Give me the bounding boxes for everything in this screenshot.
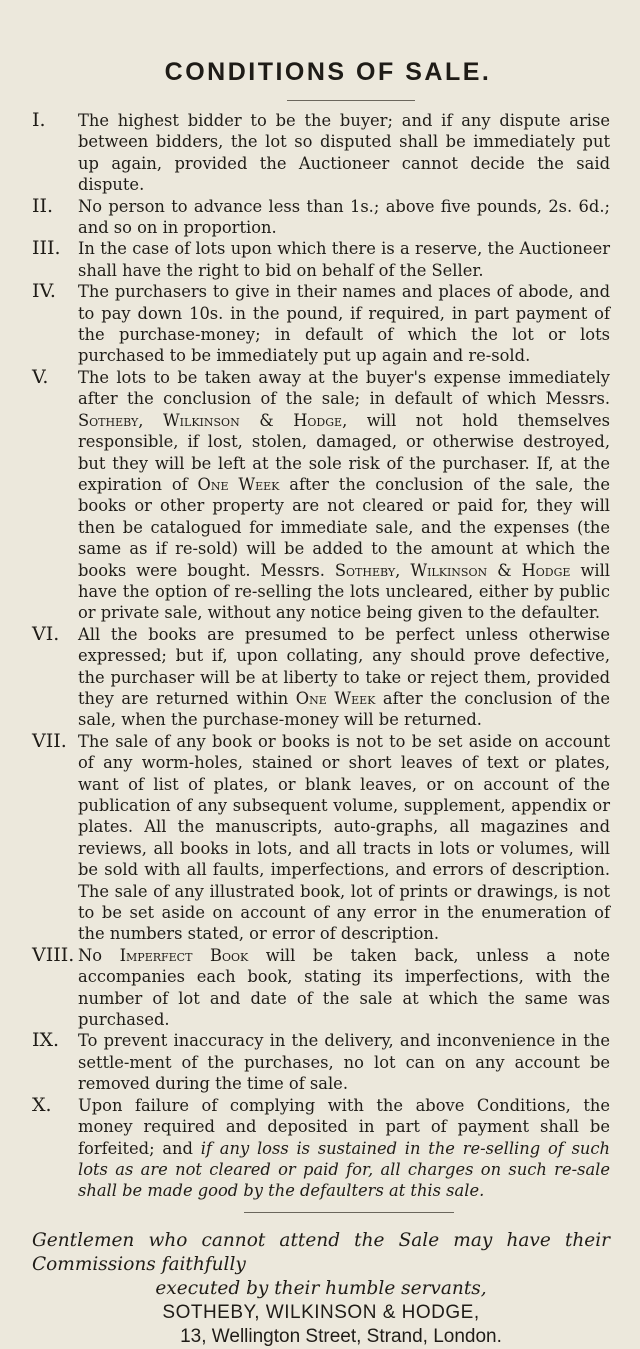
condition-text-part: One Week xyxy=(197,474,280,494)
condition-text-part: Imperfect Book xyxy=(119,945,249,965)
condition-text-part: will have the option of re-selling the lots uncleared, either by public or private sale, without any notice being given to the defaulter. xyxy=(78,560,611,623)
condition-text-part: The lots to be taken away at the buyer's expense immediately after the conclusion of the sale; in default of which Messrs. xyxy=(78,367,610,409)
closing-line-1: Gentlemen who cannot attend the Sale may have their Commissions faithfully xyxy=(32,1229,610,1275)
condition-text-part: To prevent inaccuracy in the delivery, and inconvenience in the settle-ment of the purchases, no lot can on any account be removed during the time of sale. xyxy=(78,1031,610,1094)
condition-text xyxy=(78,110,610,196)
condition-item xyxy=(32,731,610,945)
condition-item xyxy=(32,624,610,731)
condition-text-part: Hodge xyxy=(293,410,343,430)
condition-text xyxy=(78,731,610,945)
condition-text xyxy=(78,1095,610,1202)
closing-divider xyxy=(244,1212,454,1213)
condition-text-part: & xyxy=(487,560,522,580)
condition-item xyxy=(32,945,610,1031)
condition-number: III. xyxy=(32,237,61,260)
condition-text-part: will be taken back, unless a note accompanies each book, stating its imperfections, with the number of lot and date of the sale at which the same was purchased. xyxy=(78,945,610,1030)
condition-text-part: The sale of any book or books is not to be set aside on account of any worm-holes, stained or short leaves of text or plates, want of list of plates, or blank leaves, or on account of the publication of any subsequent volume, supplement, appendix or plates. All the manuscripts, auto-graphs, all magazines and reviews, all books in lots, and all tracts in lots or volumes, will be sold with all faults, imperfections, and errors of description. The sale of any illustrated book, lot of prints or drawings, is not to be set aside on account of any error in the enumeration of the numbers stated, or error of description. xyxy=(78,731,610,944)
condition-item xyxy=(32,367,610,624)
conditions-list xyxy=(32,110,610,1202)
condition-text xyxy=(78,281,610,367)
condition-text xyxy=(78,196,610,239)
condition-text-part: after the conclusion of the sale, the books or other property are not cleared or paid for, they will then be catalogued for immediate sale, and the expenses (the same as if re-sold) will be added to the amount at which the books were bought. Messrs. xyxy=(78,474,611,580)
condition-text-part: after the conclusion of the sale, when the purchase-money will be returned. xyxy=(78,688,610,730)
condition-number: IV. xyxy=(32,280,56,303)
condition-number: VII. xyxy=(32,729,67,752)
condition-number: VIII. xyxy=(32,943,75,966)
condition-text-part: All the books are presumed to be perfect unless otherwise expressed; but if, upon collating, any should prove defective, the purchaser will be at liberty to take or reject them, provided they are returned within xyxy=(78,624,610,708)
condition-text-part: In the case of lots upon which there is a reserve, the Auctioneer shall have the right to bid on behalf of the Seller. xyxy=(78,239,610,280)
condition-text-part: No person to advance less than 1s.; above five pounds, 2s. 6d.; and so on in proportion. xyxy=(78,196,610,238)
condition-text xyxy=(78,945,610,1031)
condition-text-part: Hodge xyxy=(521,560,571,580)
condition-text-part: Sotheby, Wilkinson xyxy=(334,560,488,580)
closing-note xyxy=(32,1229,610,1301)
condition-text-part: & xyxy=(239,410,294,430)
condition-number: I. xyxy=(32,109,46,131)
closing-line-2: executed by their humble servants, xyxy=(155,1277,487,1299)
condition-number: IX. xyxy=(32,1029,60,1052)
condition-text xyxy=(78,367,610,624)
title-divider xyxy=(287,100,415,101)
condition-number: VI. xyxy=(32,622,60,645)
page-title: CONDITIONS OF SALE. xyxy=(164,58,492,86)
condition-text-part: No xyxy=(78,945,120,965)
condition-text-part: The highest bidder to be the buyer; and if any dispute arise between bidders, the lot so disputed shall be immediately put up again, provided the Auctioneer cannot decide the said dispute. xyxy=(78,111,610,195)
condition-text-part: The purchasers to give in their names and places of abode, and to pay down 10s. in the pound, if required, in part payment of the purchase-money; in default of which the lot or lots purchased to be immediately put up again and re-sold. xyxy=(78,282,610,366)
condition-text-part: One Week xyxy=(295,688,376,708)
condition-text xyxy=(78,238,610,281)
firm-name: SOTHEBY, WILKINSON & HODGE, xyxy=(162,1301,480,1323)
condition-text-part: if any loss is sustained in the re-selling of such lots as are not cleared or paid for, all charges on such re-sale shall be made good by the defaulters at this sale. xyxy=(78,1138,611,1201)
condition-number: II. xyxy=(32,194,54,217)
condition-item xyxy=(32,110,610,196)
condition-text-part: Upon failure of complying with the above Conditions, the money required and deposited in part of payment shall be forfeited; and xyxy=(78,1095,610,1158)
condition-text xyxy=(78,1030,610,1094)
condition-item xyxy=(32,1095,610,1202)
condition-item xyxy=(32,196,610,239)
firm-address: 13, Wellington Street, Strand, London. xyxy=(180,1325,502,1347)
condition-item xyxy=(32,1030,610,1094)
condition-number: X. xyxy=(32,1093,52,1116)
condition-text-part: , will not hold themselves responsible, if lost, stolen, damaged, or otherwise destroyed, but they will be left at the sole risk of the purchaser. If, at the expiration of xyxy=(78,410,611,494)
condition-item xyxy=(32,238,610,281)
condition-text-part: Sotheby, Wilkinson xyxy=(78,410,240,430)
condition-number: V. xyxy=(32,365,49,388)
condition-item xyxy=(32,281,610,367)
condition-text xyxy=(78,624,610,731)
